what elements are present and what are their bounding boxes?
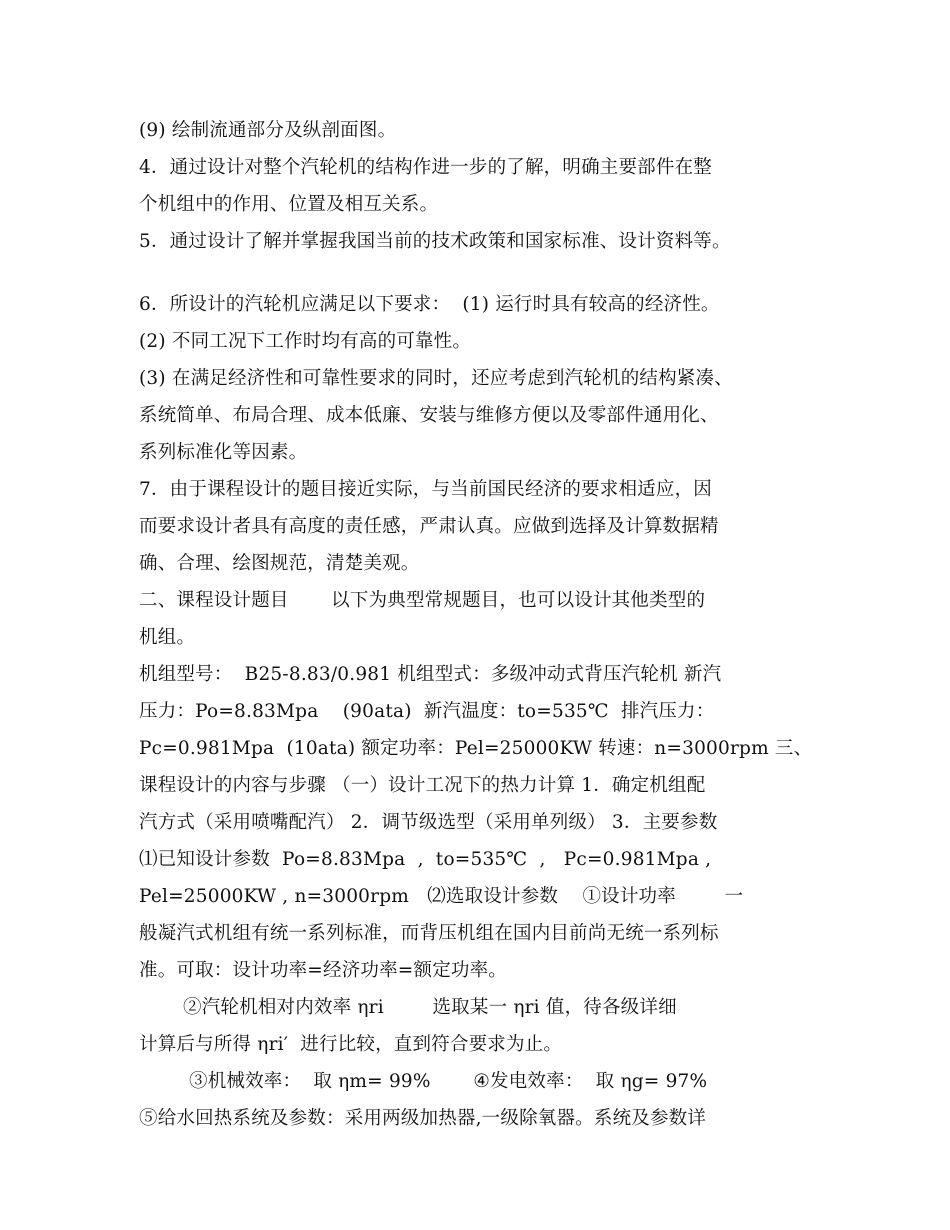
text-line-6: (2) 不同工况下工作时均有高的可靠性。: [139, 331, 472, 352]
text-line-9: 系列标准化等因素。: [139, 442, 308, 463]
text-line-8: 系统简单、布局合理、成本低廉、安装与维修方便以及零部件通用化、: [139, 405, 719, 426]
document-body: [139, 112, 829, 1137]
text-line-5: 6．所设计的汽轮机应满足以下要求： (1) 运行时具有较高的经济性。: [139, 294, 720, 315]
text-line-24: ②汽轮机相对内效率 ηri 选取某一 ηri 值，待各级详细: [183, 997, 677, 1018]
text-line-22: 般凝汽式机组有统一系列标准，而背压机组在国内目前尚无统一系列标: [139, 923, 719, 944]
paragraph-spacer: [139, 260, 829, 286]
text-line-4: 5．通过设计了解并掌握我国当前的技术政策和国家标准、设计资料等。: [139, 231, 731, 252]
text-line-13: 二、课程设计题目 以下为典型常规题目，也可以设计其他类型的: [139, 590, 706, 611]
text-line-26: ③机械效率： 取 ηm= 99% ④发电效率： 取 ηg= 97%: [189, 1071, 708, 1092]
text-line-11: 而要求设计者具有高度的责任感，严肃认真。应做到选择及计算数据精: [139, 516, 719, 537]
text-line-1: (9) 绘制流通部分及纵剖面图。: [139, 120, 397, 141]
text-line-3: 个机组中的作用、位置及相互关系。: [139, 194, 439, 215]
text-line-19: 汽方式（采用喷嘴配汽） 2．调节级选型（采用单列级） 3．主要参数: [139, 812, 718, 833]
text-line-10: 7．由于课程设计的题目接近实际，与当前国民经济的要求相适应，因: [139, 479, 712, 500]
text-line-14: 机组。: [139, 627, 196, 648]
text-line-23: 准。可取：设计功率=经济功率=额定功率。: [139, 960, 508, 981]
text-line-16: 压力：Po=8.83Mpa (90ata) 新汽温度：to=535℃ 排汽压力：: [139, 701, 715, 722]
text-line-18: 课程设计的内容与步骤 （一）设计工况下的热力计算 1．确定机组配: [139, 775, 706, 796]
text-line-27: ⑤给水回热系统及参数：采用两级加热器,一级除氧器。系统及参数详: [139, 1108, 707, 1129]
text-line-12: 确、合理、绘图规范，清楚美观。: [139, 553, 420, 574]
text-line-20: ⑴已知设计参数 Po=8.83Mpa , to=535℃ , Pc=0.981Mpa ,: [139, 849, 712, 870]
text-line-21: Pel=25000KW , n=3000rpm ⑵选取设计参数 ①设计功率 一: [139, 886, 744, 907]
text-line-7: (3) 在满足经济性和可靠性要求的同时，还应考虑到汽轮机的结构紧凑、: [139, 368, 733, 389]
text-line-17: Pc=0.981Mpa (10ata) 额定功率：Pel=25000KW 转速：n=3000rpm 三、: [139, 738, 813, 759]
text-line-15: 机组型号： B25-8.83/0.981 机组型式：多级冲动式背压汽轮机 新汽: [139, 664, 722, 685]
text-line-2: 4．通过设计对整个汽轮机的结构作进一步的了解，明确主要部件在整: [139, 157, 712, 178]
text-line-25: 计算后与所得 ηri′ 进行比较，直到符合要求为止。: [139, 1034, 563, 1055]
